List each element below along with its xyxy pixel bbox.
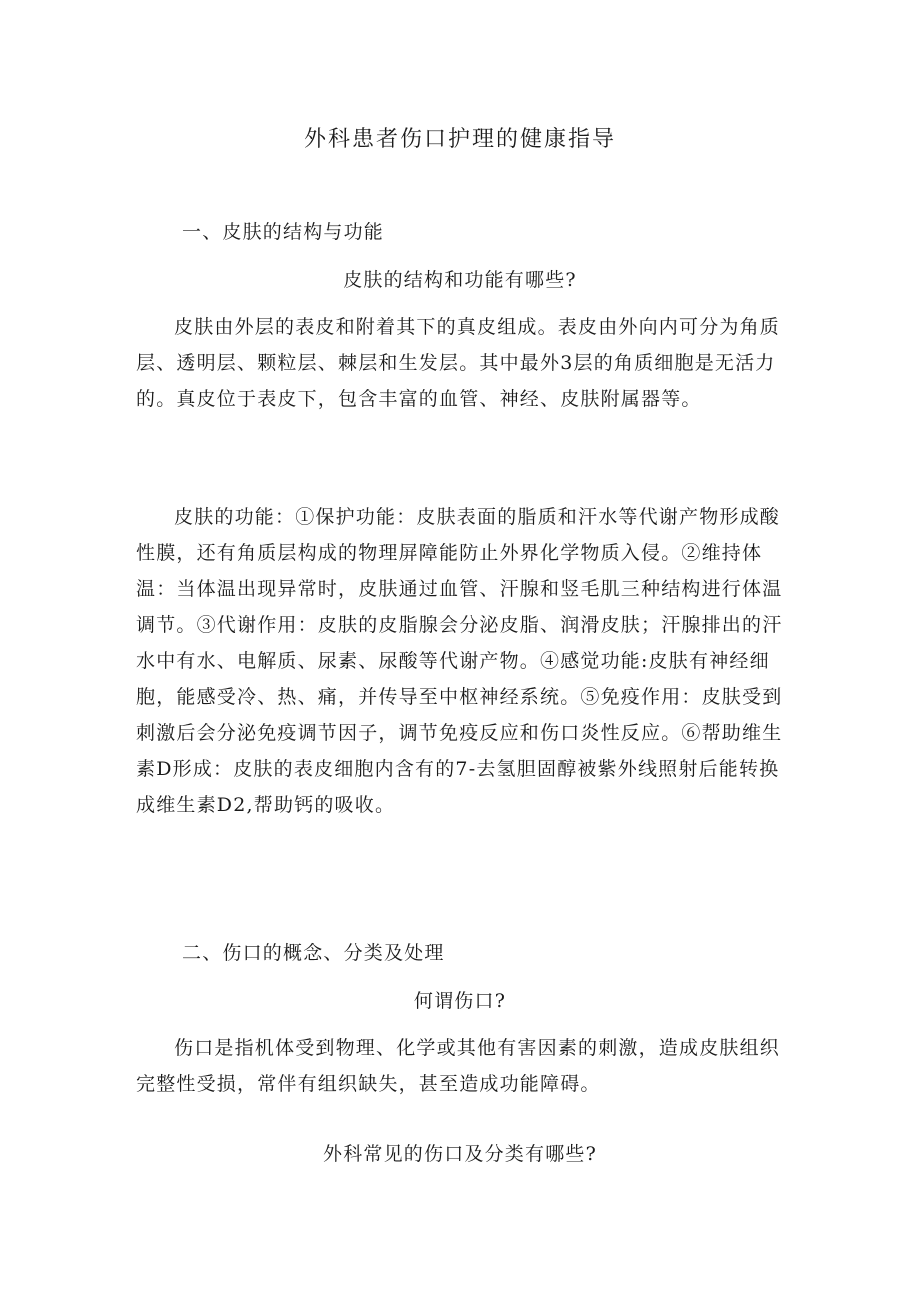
question-what-is-wound: 何谓伤口? (413, 990, 507, 1012)
section-heading-skin: 一、皮肤的结构与功能 (182, 221, 385, 243)
question-skin-structure: 皮肤的结构和功能有哪些? (343, 269, 577, 291)
document-title: 外科患者伤口护理的健康指导 (303, 127, 616, 152)
question-wound-types: 外科常见的伤口及分类有哪些? (323, 1143, 597, 1165)
paragraph-skin-structure: 皮肤由外层的表皮和附着其下的真皮组成。表皮由外向内可分为角质层、透明层、颗粒层、棘层和生发层。其中最外3层的角质细胞是无活力的。真皮位于表皮下，包含丰富的血管、神经、皮肤附属器等。 (136, 316, 781, 410)
section-heading-wound: 二、伤口的概念、分类及处理 (182, 942, 445, 964)
paragraph-skin-function: 皮肤的功能：①保护功能：皮肤表面的脂质和汗水等代谢产物形成酸性膜，还有角质层构成的物理屏障能防止外界化学物质入侵。②维持体温：当体温出现异常时，皮肤通过血管、汗腺和竖毛肌三种结构进行体温调节。③代谢作用：皮肤的皮脂腺会分泌皮脂、润滑皮肤；汗腺排出的汗水中有水、电解质、尿素、尿酸等代谢产物。④感觉功能:皮肤有神经细胞，能感受冷、热、痛，并传导至中枢神经系统。⑤免疫作用：皮肤受到刺激后会分泌免疫调节因子，调节免疫反应和伤口炎性反应。⑥帮助维生素D形成：皮肤的表皮细胞内含有的7-去氢胆固醇被紫外线照射后能转换成维生素D2,帮助钙的吸收。 (136, 506, 783, 816)
paragraph-wound-definition: 伤口是指机体受到物理、化学或其他有害因素的刺激，造成皮肤组织完整性受损，常伴有组织缺失，甚至造成功能障碍。 (136, 1037, 781, 1095)
